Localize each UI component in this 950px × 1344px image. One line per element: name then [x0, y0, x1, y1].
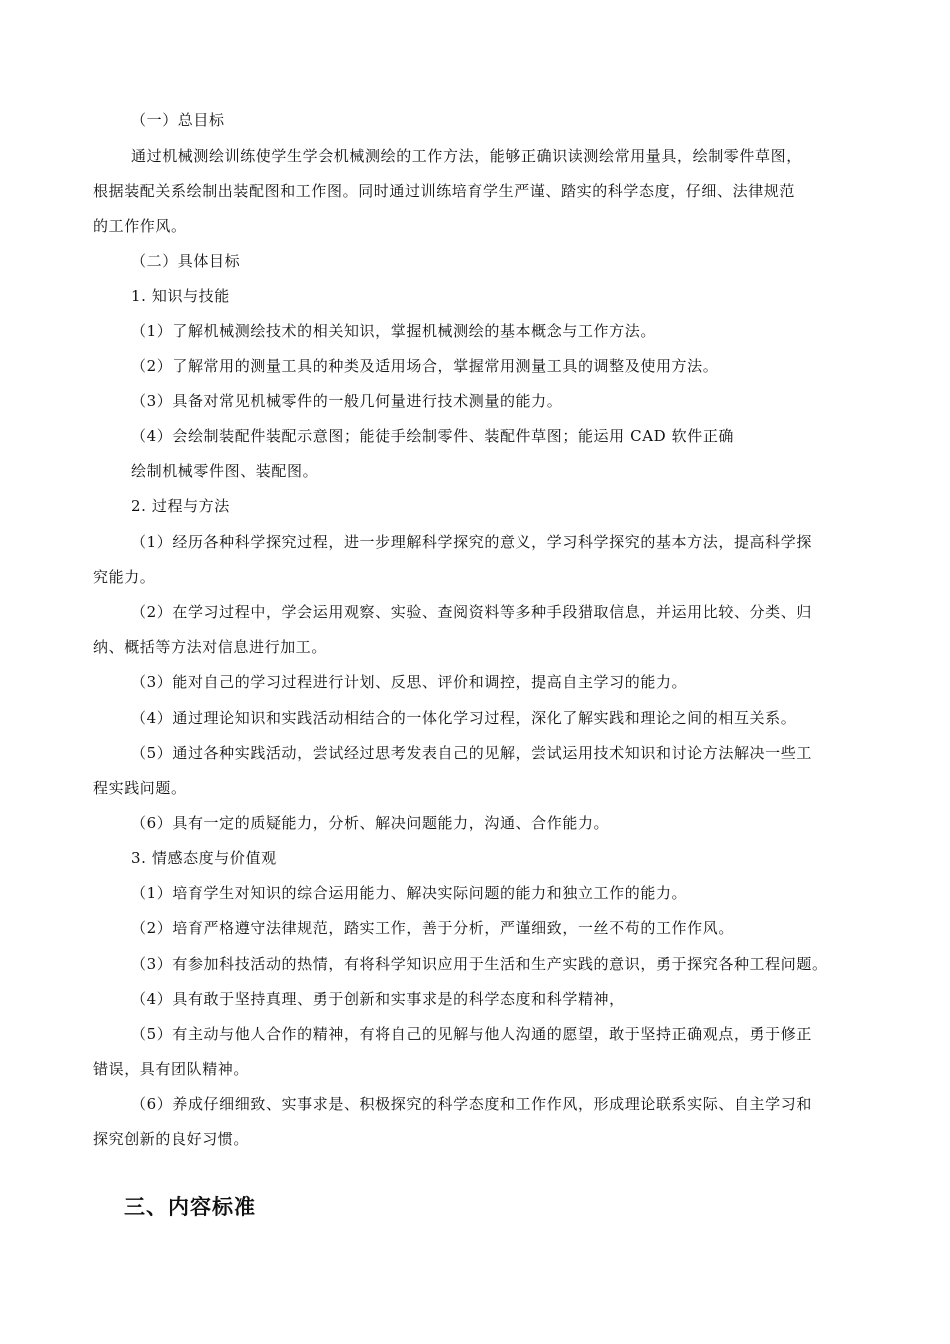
- knowledge-item-2: （2）了解常用的测量工具的种类及适用场合，掌握常用测量工具的调整及使用方法。: [131, 357, 719, 375]
- process-item-1-continued: 究能力。: [93, 568, 156, 586]
- overall-goal-title: （一）总目标: [131, 111, 225, 129]
- specific-goals-title: （二）具体目标: [131, 252, 241, 270]
- process-item-1: （1）经历各种科学探究过程，进一步理解科学探究的意义，学习科学探究的基本方法，提高科学探: [131, 533, 812, 551]
- overall-goal-paragraph-line-3: 的工作作风。: [93, 217, 187, 235]
- process-item-2: （2）在学习过程中，学会运用观察、实验、查阅资料等多种手段猎取信息，并运用比较、分类、归: [131, 603, 812, 621]
- attitude-item-3: （3）有参加科技活动的热情，有将科学知识应用于生活和生产实践的意识，勇于探究各种工程问题。: [131, 955, 828, 973]
- process-item-5-continued: 程实践问题。: [93, 779, 187, 797]
- process-item-5: （5）通过各种实践活动，尝试经过思考发表自己的见解，尝试运用技术知识和讨论方法解决一些工: [131, 744, 812, 762]
- attitude-item-1: （1）培育学生对知识的综合运用能力、解决实际问题的能力和独立工作的能力。: [131, 884, 688, 902]
- overall-goal-paragraph-line-2: 根据装配关系绘制出装配图和工作图。同时通过训练培育学生严谨、踏实的科学态度，仔细、法律规范: [93, 182, 796, 200]
- knowledge-skills-title: 1. 知识与技能: [131, 287, 230, 305]
- attitude-values-title: 3. 情感态度与价值观: [131, 849, 277, 867]
- attitude-item-6-continued: 探究创新的良好习惯。: [93, 1130, 250, 1148]
- knowledge-item-1: （1）了解机械测绘技术的相关知识，掌握机械测绘的基本概念与工作方法。: [131, 322, 656, 340]
- process-item-6: （6）具有一定的质疑能力，分析、解决问题能力，沟通、合作能力。: [131, 814, 610, 832]
- attitude-item-5: （5）有主动与他人合作的精神，有将自己的见解与他人沟通的愿望，敢于坚持正确观点，勇于修正: [131, 1025, 812, 1043]
- attitude-item-4: （4）具有敢于坚持真理、勇于创新和实事求是的科学态度和科学精神，: [131, 990, 625, 1008]
- knowledge-item-4-continued: 绘制机械零件图、装配图。: [131, 462, 319, 480]
- attitude-item-5-continued: 错误，具有团队精神。: [93, 1060, 250, 1078]
- attitude-item-2: （2）培育严格遵守法律规范，踏实工作，善于分析，严谨细致，一丝不苟的工作作风。: [131, 919, 734, 937]
- attitude-item-6: （6）养成仔细细致、实事求是、积极探究的科学态度和工作作风，形成理论联系实际、自主学习和: [131, 1095, 812, 1113]
- overall-goal-paragraph-line-1: 通过机械测绘训练使学生学会机械测绘的工作方法，能够正确识读测绘常用量具，绘制零件草图，: [131, 147, 802, 165]
- process-item-3: （3）能对自己的学习过程进行计划、反思、评价和调控，提高自主学习的能力。: [131, 673, 688, 691]
- section-heading-content-standards: 三、内容标准: [124, 1195, 256, 1219]
- knowledge-item-3: （3）具备对常见机械零件的一般几何量进行技术测量的能力。: [131, 392, 563, 410]
- process-method-title: 2. 过程与方法: [131, 497, 230, 515]
- process-item-4: （4）通过理论知识和实践活动相结合的一体化学习过程，深化了解实践和理论之间的相互关系。: [131, 709, 797, 727]
- knowledge-item-4: （4）会绘制装配件装配示意图；能徒手绘制零件、装配件草图；能运用 CAD 软件正确: [131, 427, 735, 445]
- process-item-2-continued: 纳、概括等方法对信息进行加工。: [93, 638, 328, 656]
